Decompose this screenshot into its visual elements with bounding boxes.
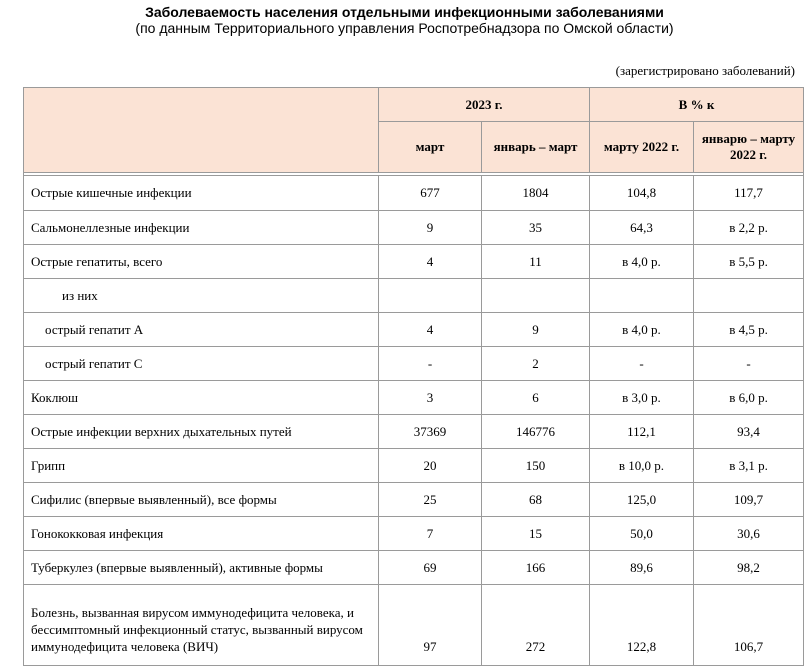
table-row bbox=[24, 483, 804, 517]
units-note: (зарегистрировано заболеваний) bbox=[615, 63, 795, 78]
row-pct-jan-march: в 6,0 р. bbox=[694, 381, 804, 415]
row-march: 20 bbox=[379, 449, 482, 483]
row-name: острый гепатит С bbox=[24, 347, 379, 381]
row-march: 677 bbox=[379, 176, 482, 211]
header-col-march-2022: марту 2022 г. bbox=[590, 122, 694, 173]
row-name: Острые кишечные инфекции bbox=[24, 176, 379, 211]
row-pct-march: 50,0 bbox=[590, 517, 694, 551]
header-col-jan-march: январь – март bbox=[482, 122, 590, 173]
table-row bbox=[24, 347, 804, 381]
row-name: Туберкулез (впервые выявленный), активные формы bbox=[24, 551, 379, 585]
table-row bbox=[24, 585, 804, 666]
row-pct-jan-march: 106,7 bbox=[694, 585, 804, 666]
row-jan-march: 146776 bbox=[482, 415, 590, 449]
row-pct-jan-march bbox=[694, 279, 804, 313]
row-jan-march: 166 bbox=[482, 551, 590, 585]
row-jan-march: 150 bbox=[482, 449, 590, 483]
row-march: 3 bbox=[379, 381, 482, 415]
row-march: 97 bbox=[379, 585, 482, 666]
row-name: Грипп bbox=[24, 449, 379, 483]
table-row bbox=[24, 415, 804, 449]
row-pct-march: в 10,0 р. bbox=[590, 449, 694, 483]
row-pct-jan-march: 109,7 bbox=[694, 483, 804, 517]
row-pct-jan-march: 98,2 bbox=[694, 551, 804, 585]
row-jan-march: 9 bbox=[482, 313, 590, 347]
row-march: 4 bbox=[379, 245, 482, 279]
row-name: Острые инфекции верхних дыхательных путей bbox=[24, 415, 379, 449]
row-pct-march bbox=[590, 279, 694, 313]
row-jan-march: 15 bbox=[482, 517, 590, 551]
row-pct-jan-march: в 4,5 р. bbox=[694, 313, 804, 347]
row-name: Острые гепатиты, всего bbox=[24, 245, 379, 279]
row-jan-march: 2 bbox=[482, 347, 590, 381]
row-pct-march: 122,8 bbox=[590, 585, 694, 666]
header-group-2023: 2023 г. bbox=[379, 88, 590, 122]
row-name: из них bbox=[24, 279, 379, 313]
table-row bbox=[24, 211, 804, 245]
row-pct-march: 112,1 bbox=[590, 415, 694, 449]
row-pct-jan-march: 93,4 bbox=[694, 415, 804, 449]
header-col-march: март bbox=[379, 122, 482, 173]
page-subtitle: (по данным Территориального управления Роспотребнадзора по Омской области) bbox=[135, 20, 674, 36]
row-march: 4 bbox=[379, 313, 482, 347]
row-march: 7 bbox=[379, 517, 482, 551]
row-pct-jan-march: в 2,2 р. bbox=[694, 211, 804, 245]
row-pct-jan-march: - bbox=[694, 347, 804, 381]
row-pct-march: в 4,0 р. bbox=[590, 313, 694, 347]
row-pct-jan-march: 30,6 bbox=[694, 517, 804, 551]
row-jan-march bbox=[482, 279, 590, 313]
table-row bbox=[24, 517, 804, 551]
header-col-jan-march-2022: январю – марту 2022 г. bbox=[694, 122, 804, 173]
row-jan-march: 272 bbox=[482, 585, 590, 666]
table-row bbox=[24, 279, 804, 313]
row-jan-march: 6 bbox=[482, 381, 590, 415]
page-title: Заболеваемость населения отдельными инфекционными заболеваниями bbox=[145, 4, 664, 20]
row-pct-jan-march: 117,7 bbox=[694, 176, 804, 211]
morbidity-table bbox=[23, 87, 804, 666]
row-march: 25 bbox=[379, 483, 482, 517]
row-march: 37369 bbox=[379, 415, 482, 449]
table-row bbox=[24, 381, 804, 415]
row-pct-march: 64,3 bbox=[590, 211, 694, 245]
table-row bbox=[24, 245, 804, 279]
row-name: Сальмонеллезные инфекции bbox=[24, 211, 379, 245]
row-jan-march: 35 bbox=[482, 211, 590, 245]
row-name: острый гепатит А bbox=[24, 313, 379, 347]
row-march: - bbox=[379, 347, 482, 381]
row-pct-march: в 4,0 р. bbox=[590, 245, 694, 279]
row-pct-march: - bbox=[590, 347, 694, 381]
row-march: 9 bbox=[379, 211, 482, 245]
row-jan-march: 11 bbox=[482, 245, 590, 279]
row-jan-march: 68 bbox=[482, 483, 590, 517]
table-row bbox=[24, 176, 804, 211]
row-name: Болезнь, вызванная вирусом иммунодефицита человека, и бессимптомный инфекционный статус, вызванный вирусом иммунодефицита человека (ВИЧ) bbox=[24, 585, 379, 666]
table-row bbox=[24, 449, 804, 483]
table-row bbox=[24, 313, 804, 347]
row-name: Гонококковая инфекция bbox=[24, 517, 379, 551]
row-jan-march: 1804 bbox=[482, 176, 590, 211]
table-row bbox=[24, 551, 804, 585]
row-name: Коклюш bbox=[24, 381, 379, 415]
row-pct-jan-march: в 3,1 р. bbox=[694, 449, 804, 483]
row-name: Сифилис (впервые выявленный), все формы bbox=[24, 483, 379, 517]
row-pct-march: 125,0 bbox=[590, 483, 694, 517]
header-name-cell bbox=[24, 88, 379, 173]
row-pct-march: 89,6 bbox=[590, 551, 694, 585]
row-pct-march: 104,8 bbox=[590, 176, 694, 211]
row-pct-jan-march: в 5,5 р. bbox=[694, 245, 804, 279]
row-march: 69 bbox=[379, 551, 482, 585]
row-march bbox=[379, 279, 482, 313]
row-pct-march: в 3,0 р. bbox=[590, 381, 694, 415]
header-group-percent: В % к bbox=[590, 88, 804, 122]
